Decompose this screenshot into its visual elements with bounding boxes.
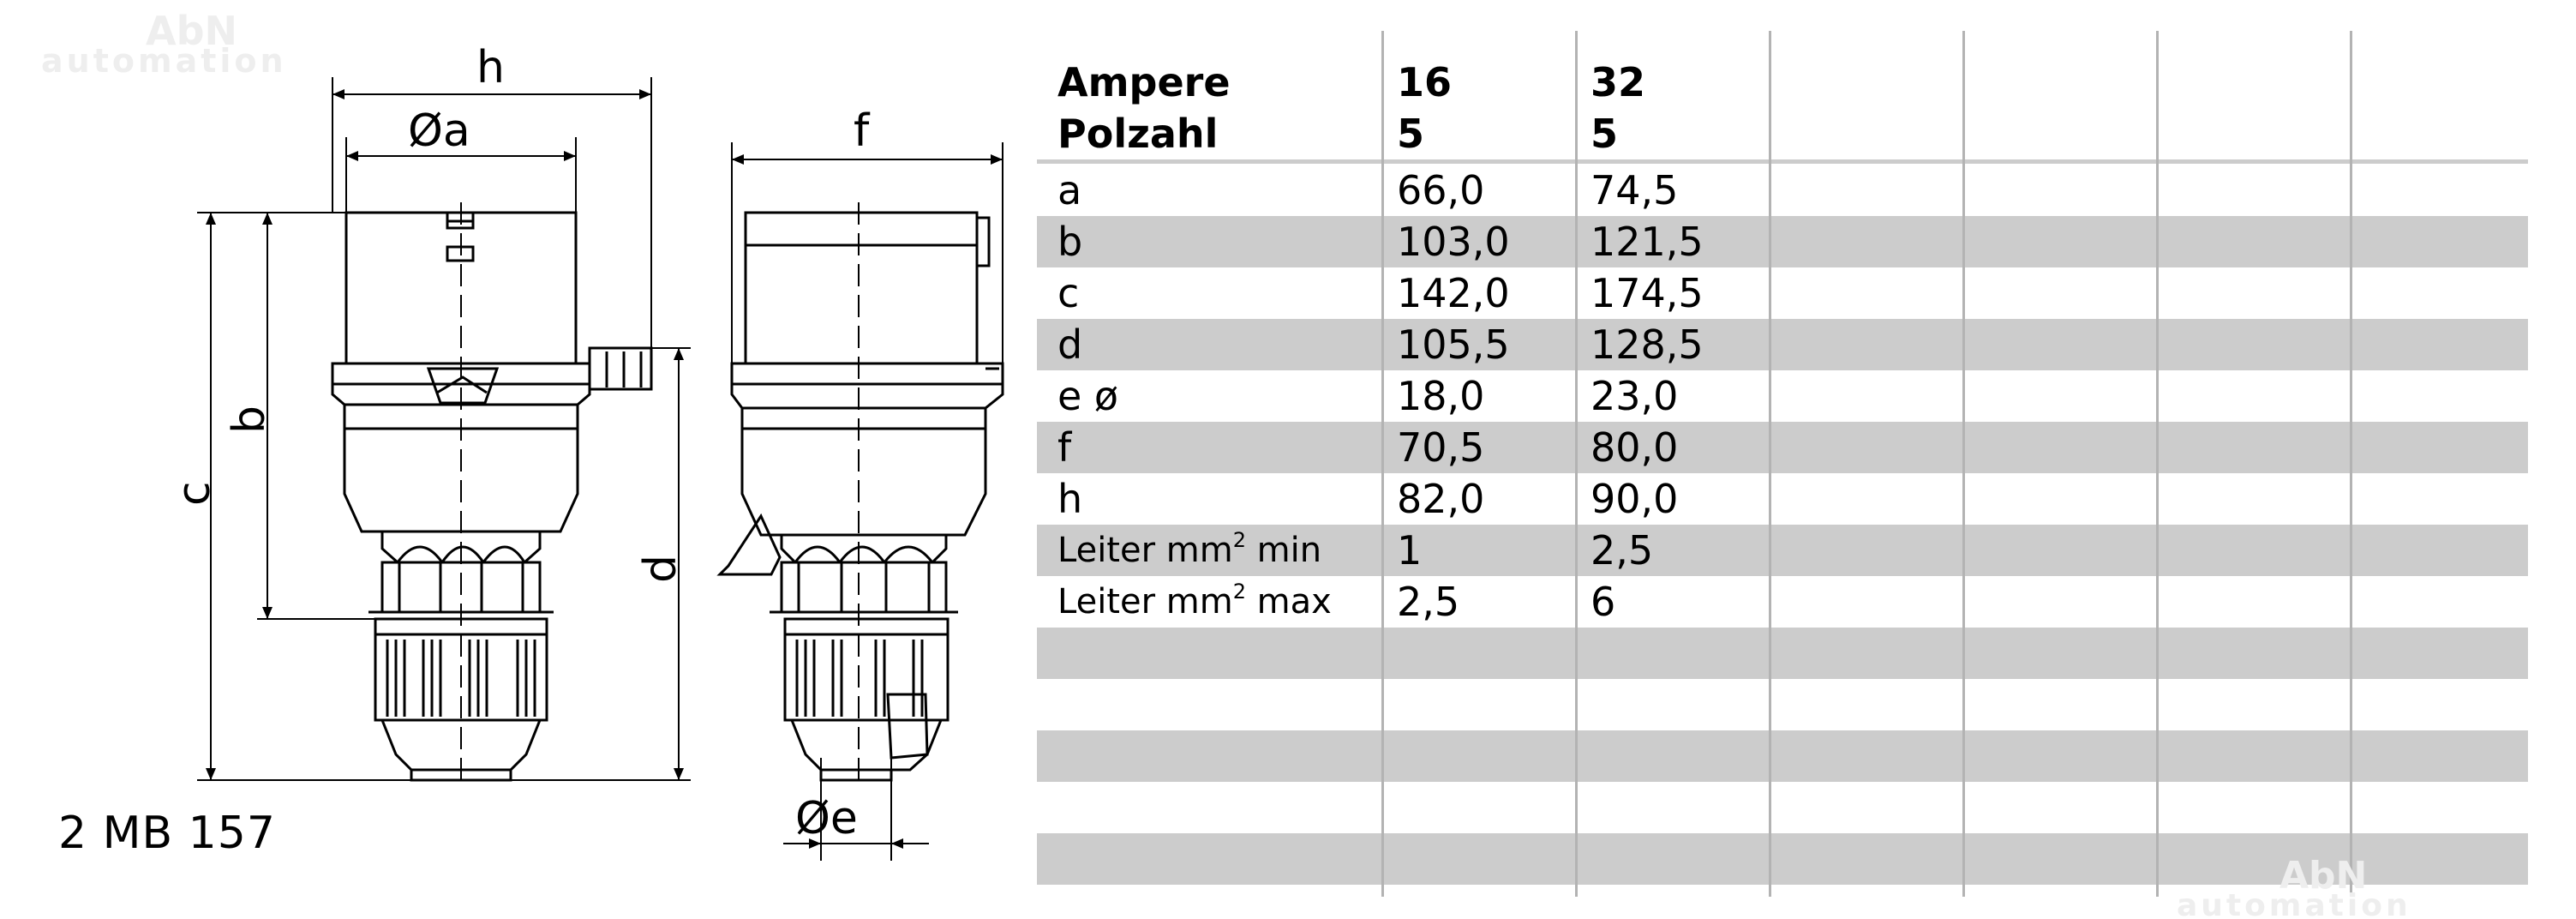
watermark-top-sub: automation [41, 42, 287, 80]
row-label: c [1057, 270, 1080, 316]
table-row [1037, 370, 2528, 422]
row-label-suffix: max [1245, 582, 1332, 622]
value-16a: 2,5 [1397, 579, 1460, 625]
column-divider [1381, 31, 1384, 897]
table-header [1037, 57, 2528, 159]
value-16a: 103,0 [1397, 219, 1510, 265]
column-divider [1575, 31, 1578, 897]
table-row [1037, 319, 2528, 370]
column-divider [1769, 31, 1771, 897]
header-ampere-16: 16 [1397, 59, 1453, 105]
value-16a: 70,5 [1397, 424, 1485, 471]
header-polzahl-16: 5 [1397, 111, 1425, 157]
header-divider [1037, 159, 2528, 164]
value-16a: 1 [1397, 527, 1423, 574]
header-ampere-32: 32 [1591, 59, 1646, 105]
row-label [1057, 525, 1321, 576]
dim-label-e: Øe [795, 793, 858, 844]
column-divider [1962, 31, 1965, 897]
value-32a: 90,0 [1591, 476, 1679, 522]
dim-label-d: d [635, 554, 686, 583]
row-label: h [1057, 476, 1083, 522]
dim-label-a: Øa [408, 105, 470, 157]
dim-label-h: h [476, 42, 505, 93]
value-32a: 80,0 [1591, 424, 1679, 471]
table-row-empty [1037, 782, 2528, 833]
value-16a: 142,0 [1397, 270, 1510, 316]
table-row [1037, 216, 2528, 267]
row-label: f [1057, 424, 1072, 471]
table-row [1037, 165, 2528, 216]
value-32a: 128,5 [1591, 321, 1704, 368]
watermark-top: AbN [146, 8, 238, 54]
value-16a: 82,0 [1397, 476, 1485, 522]
column-divider [2350, 31, 2352, 897]
watermark-bottom [2177, 849, 2571, 919]
dimension-table [1037, 31, 2528, 897]
row-label-sup: 2 [1232, 580, 1246, 604]
column-divider [2156, 31, 2159, 897]
row-label-prefix: Leiter mm [1057, 582, 1233, 622]
value-32a: 2,5 [1591, 527, 1654, 574]
header-polzahl-32: 5 [1591, 111, 1619, 157]
svg-text:AbN: AbN [2279, 854, 2368, 898]
table-row [1037, 576, 2528, 628]
dim-label-c: c [169, 481, 220, 506]
row-label-prefix: Leiter mm [1057, 531, 1233, 570]
svg-text:automation: automation [2177, 888, 2411, 919]
value-32a: 174,5 [1591, 270, 1704, 316]
header-ampere-label: Ampere [1057, 59, 1231, 105]
header-polzahl-label: Polzahl [1057, 111, 1219, 157]
dim-label-f: f [854, 105, 870, 157]
table-row [1037, 473, 2528, 525]
value-32a: 121,5 [1591, 219, 1704, 265]
row-label-suffix: min [1245, 531, 1322, 570]
value-16a: 18,0 [1397, 373, 1485, 419]
row-label-sup: 2 [1232, 528, 1246, 553]
table-row [1037, 267, 2528, 319]
row-label: d [1057, 321, 1083, 368]
value-32a: 6 [1591, 579, 1616, 625]
technical-drawing [0, 0, 1028, 919]
table-row-empty [1037, 628, 2528, 679]
table-row-empty [1037, 730, 2528, 782]
table-row [1037, 422, 2528, 473]
table-row [1037, 525, 2528, 576]
value-16a: 66,0 [1397, 167, 1485, 213]
row-label: e ø [1057, 373, 1119, 419]
dim-label-b: b [224, 405, 275, 434]
row-label: a [1057, 167, 1082, 213]
row-label: b [1057, 219, 1083, 265]
table-row-empty [1037, 679, 2528, 730]
value-32a: 23,0 [1591, 373, 1679, 419]
value-32a: 74,5 [1591, 167, 1679, 213]
value-16a: 105,5 [1397, 321, 1510, 368]
model-number: 2 MB 157 [58, 808, 276, 859]
row-label [1057, 576, 1332, 628]
